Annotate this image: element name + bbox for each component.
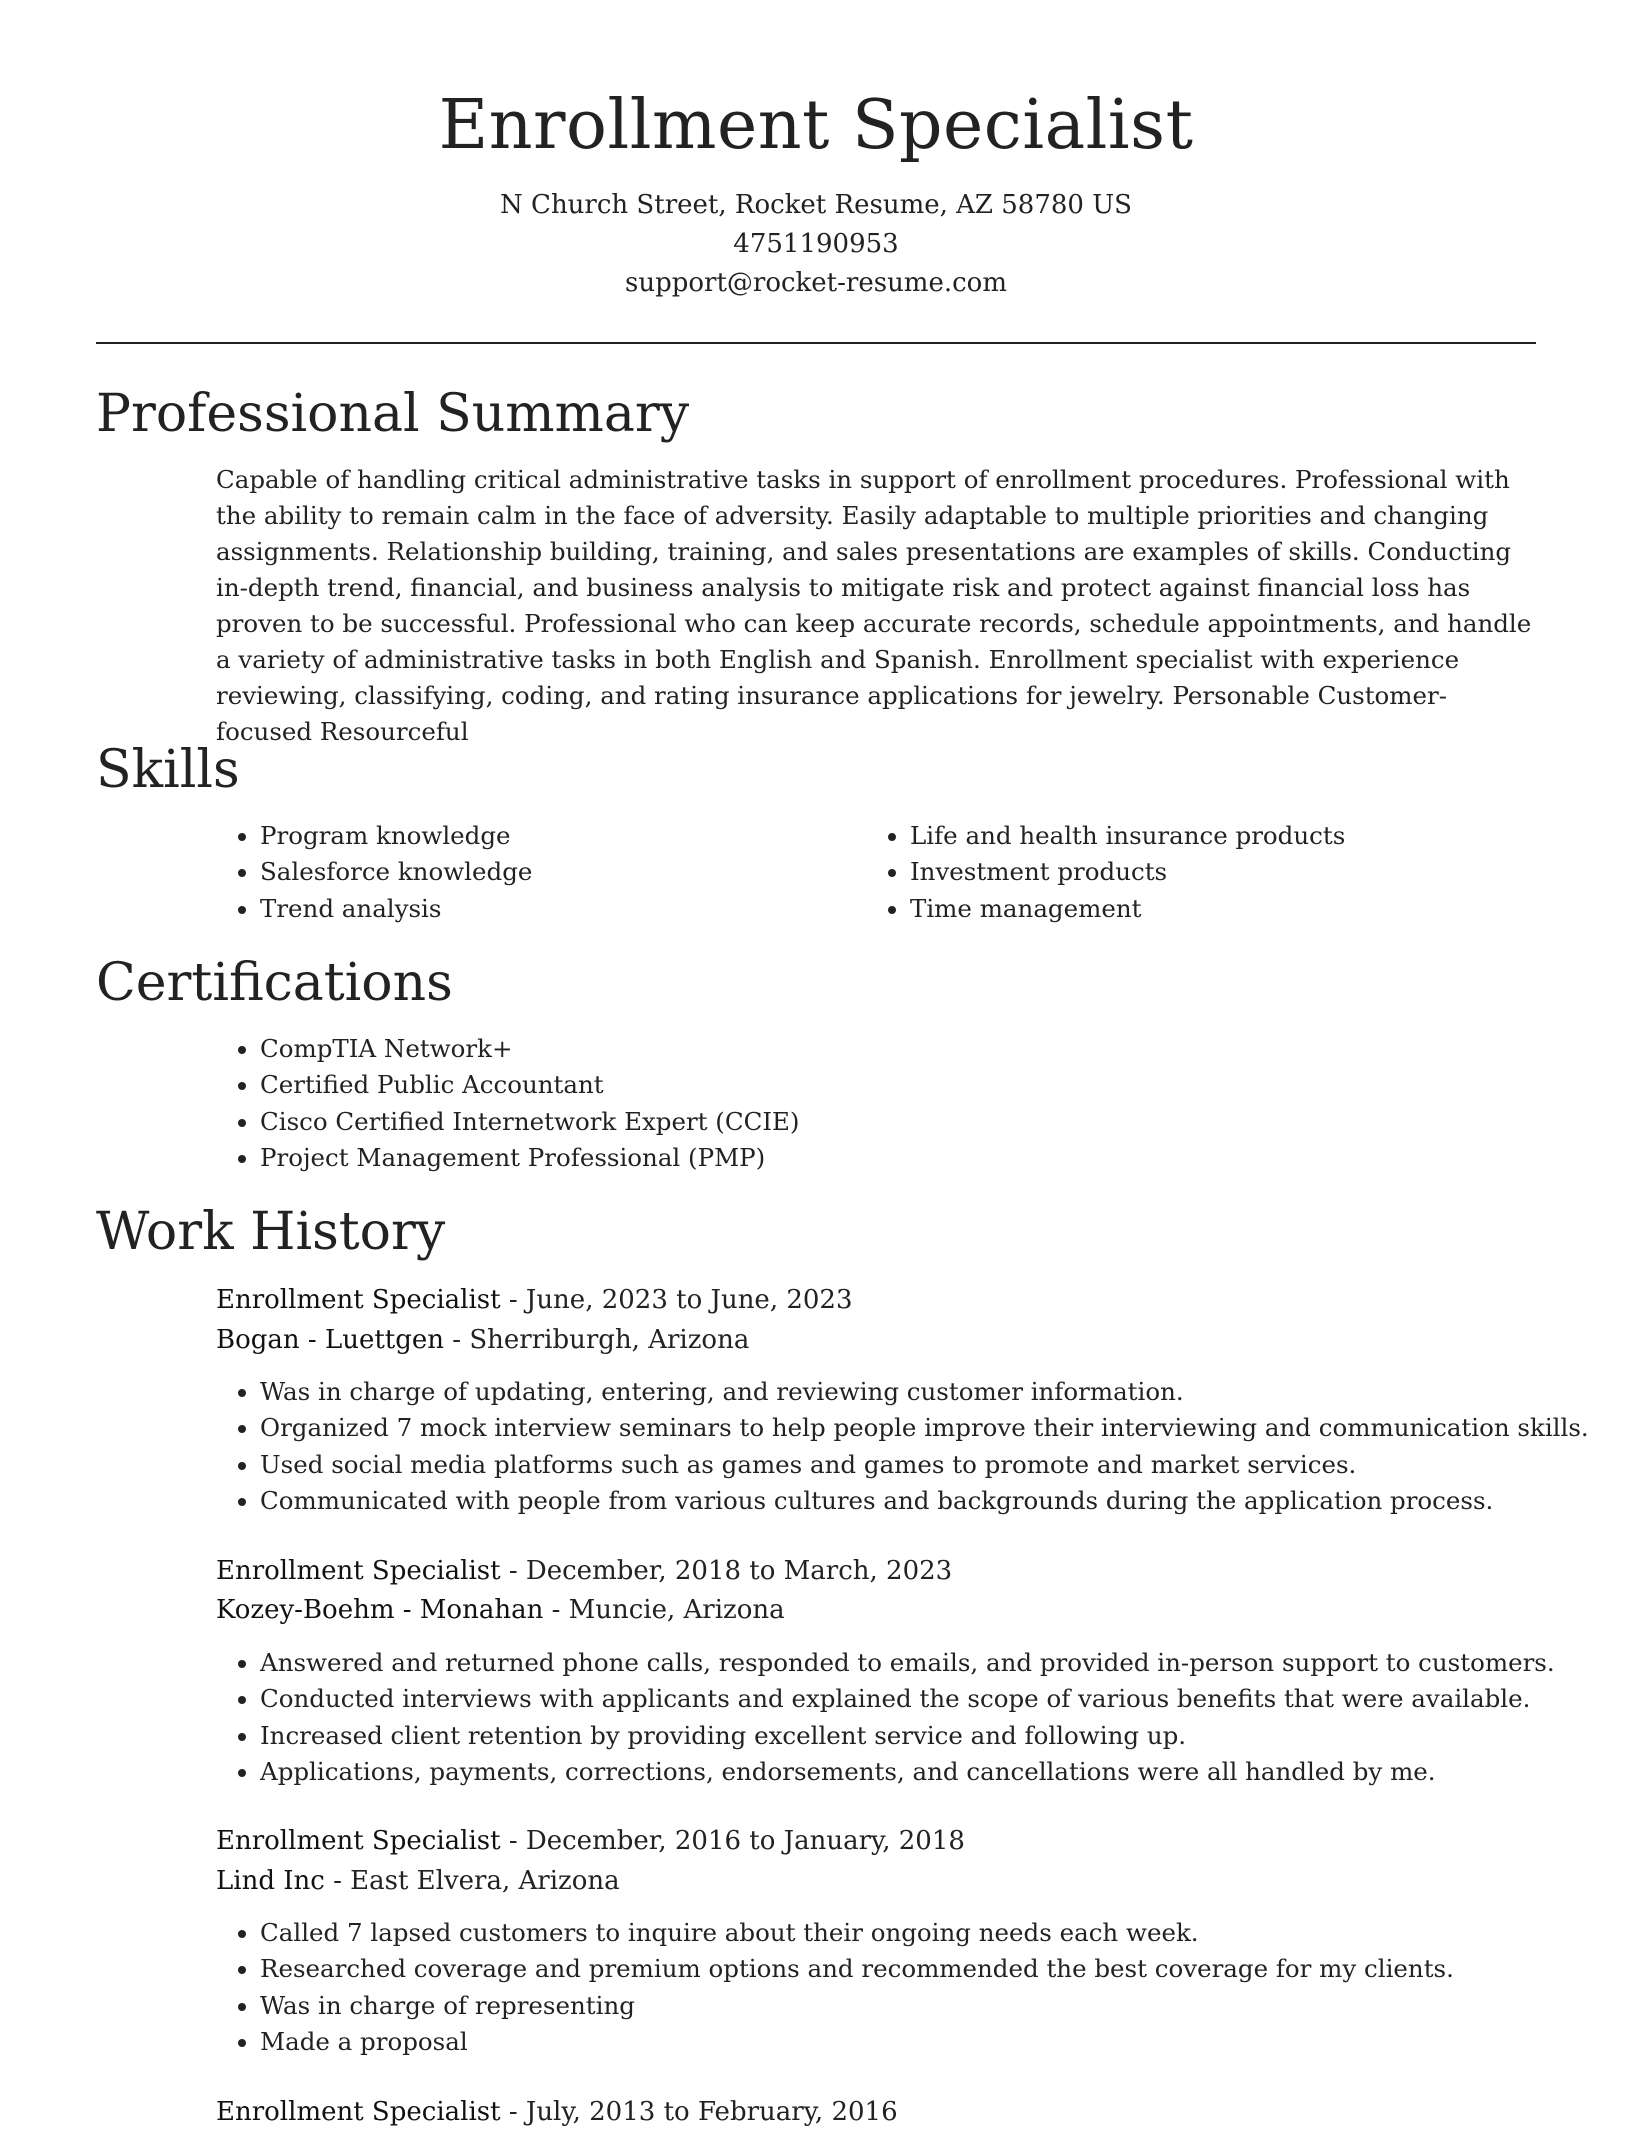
job-title-line xyxy=(216,1551,952,1591)
job-location: - Sherriburgh, Arizona xyxy=(444,1325,750,1355)
candidate-name: Enrollment Specialist xyxy=(438,86,1194,165)
job-bullet: • Conducted interviews with applicants and explained the scope of various benefits that were available. xyxy=(260,1681,1620,1717)
summary-heading: Professional Summary xyxy=(96,384,690,444)
skill-item: • Investment products xyxy=(910,854,1550,890)
job-bullet: • Applications, payments, corrections, endorsements, and cancellations were all handled by me. xyxy=(260,1754,1620,1790)
job-bullet: • Used social media platforms such as games and games to promote and market services. xyxy=(260,1447,1620,1483)
job-role: Enrollment Specialist xyxy=(216,1285,501,1315)
resume-header xyxy=(0,0,1632,303)
contact-address: N Church Street, Rocket Resume, AZ 58780 US xyxy=(500,190,1132,220)
job-bullet: • Answered and returned phone calls, responded to emails, and provided in-person support to customers. xyxy=(260,1645,1620,1681)
job-bullet: • Made a proposal xyxy=(260,2024,1620,2060)
job-company-line xyxy=(216,1590,785,1630)
certifications-heading: Certifications xyxy=(96,953,453,1013)
job-company: Bogan - Luettgen xyxy=(216,1325,445,1355)
skill-item: • Trend analysis xyxy=(260,891,820,927)
job-bullet: • Was in charge of representing xyxy=(260,1988,1620,2024)
work-history-heading: Work History xyxy=(96,1202,446,1262)
certification-item: • Certified Public Accountant xyxy=(260,1067,1560,1103)
certification-item: • CompTIA Network+ xyxy=(260,1031,1560,1067)
certifications-list xyxy=(216,1031,1560,1176)
job-bullets xyxy=(216,1915,1620,2060)
job-location: - East Elvera, Arizona xyxy=(324,1866,620,1896)
job-dates: - December, 2018 to March, 2023 xyxy=(500,1556,953,1586)
skill-item: • Life and health insurance products xyxy=(910,818,1550,854)
header-divider xyxy=(96,342,1536,344)
job-title-line xyxy=(216,1280,853,1320)
skill-item: • Salesforce knowledge xyxy=(260,854,820,890)
job-company: Kozey-Boehm - Monahan xyxy=(216,1595,544,1625)
job-bullet: • Communicated with people from various cultures and backgrounds during the application process. xyxy=(260,1483,1620,1519)
job-company-line xyxy=(216,1861,620,1901)
skill-item: • Time management xyxy=(910,891,1550,927)
skills-list-left xyxy=(216,818,820,927)
job-bullet: • Researched coverage and premium options and recommended the best coverage for my clients. xyxy=(260,1951,1620,1987)
certification-item: • Cisco Certified Internetwork Expert (CCIE) xyxy=(260,1104,1560,1140)
job-bullet: • Called 7 lapsed customers to inquire about their ongoing needs each week. xyxy=(260,1915,1620,1951)
job-bullet: • Increased client retention by providing excellent service and following up. xyxy=(260,1718,1620,1754)
job-bullets xyxy=(216,1645,1620,1790)
job-company-line xyxy=(216,1320,749,1360)
contact-email: support@rocket-resume.com xyxy=(624,268,1007,298)
job-role: Enrollment Specialist xyxy=(216,1556,501,1586)
skill-item: • Program knowledge xyxy=(260,818,820,854)
skills-heading: Skills xyxy=(96,740,240,800)
summary-text: Capable of handling critical administrative tasks in support of enrollment procedures. Professional with the ability to remain calm in the face of adversity. Easily adaptable to multiple priorities and changing assignments. Relationship building, training, and sales presentations are examples of skills. Conducting in-depth trend, financial, and business analysis to mitigate risk and protect against financial loss has proven to be successful. Professional who can keep accurate records, schedule appointments, and handle a variety of administrative tasks in both English and Spanish. Enrollment specialist with experience reviewing, classifying, coding, and rating insurance applications for jewelry. Personable Customer-focused Resourceful xyxy=(216,465,1532,746)
job-role: Enrollment Specialist xyxy=(216,1826,501,1856)
job-dates: - December, 2016 to January, 2018 xyxy=(500,1826,965,1856)
job-dates: - June, 2023 to June, 2023 xyxy=(500,1285,853,1315)
job-bullets xyxy=(216,1374,1620,1519)
job-dates: - July, 2013 to February, 2016 xyxy=(500,2097,898,2127)
job-location: - Muncie, Arizona xyxy=(543,1595,785,1625)
job-bullet: • Was in charge of updating, entering, and reviewing customer information. xyxy=(260,1374,1620,1410)
skills-list-right xyxy=(866,818,1550,927)
job-title-line xyxy=(216,2092,898,2132)
job-role: Enrollment Specialist xyxy=(216,2097,501,2127)
job-bullet: • Organized 7 mock interview seminars to help people improve their interviewing and communication skills. xyxy=(260,1410,1620,1446)
contact-phone: 4751190953 xyxy=(733,229,899,259)
certification-item: • Project Management Professional (PMP) xyxy=(260,1140,1560,1176)
job-title-line xyxy=(216,1821,965,1861)
job-company: Lind Inc xyxy=(216,1866,325,1896)
